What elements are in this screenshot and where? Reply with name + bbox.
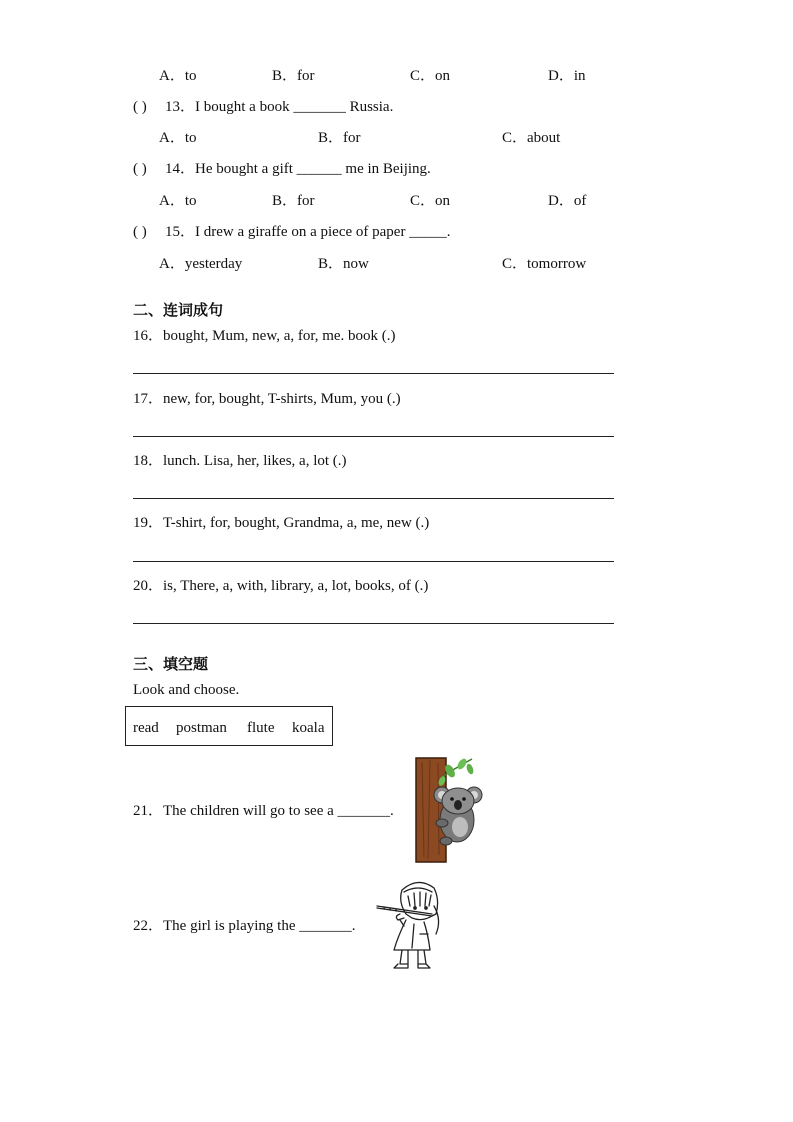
q14-option-b[interactable]: B．for (272, 193, 315, 209)
q12-option-c[interactable]: C．on (410, 68, 451, 84)
q13-option-c[interactable]: C．about (502, 130, 561, 146)
q17-prompt: 17．new, for, bought, T-shirts, Mum, you (.) (133, 391, 401, 407)
word-bank (125, 706, 333, 746)
q19-answer-line[interactable] (133, 561, 614, 562)
q12-option-d[interactable]: D．in (548, 68, 586, 84)
q13-option-a[interactable]: A．to (159, 130, 197, 146)
word-read: read (133, 720, 159, 736)
q13-option-b[interactable]: B．for (318, 130, 361, 146)
word-koala: koala (292, 720, 325, 736)
q15-option-a[interactable]: A．yesterday (159, 256, 243, 272)
q15-question: 15．I drew a giraffe on a piece of paper _____. (165, 224, 451, 240)
section-2-heading: 二、连词成句 (133, 301, 224, 319)
q13-answer-bracket[interactable]: ( ) (133, 99, 147, 115)
q20-answer-line[interactable] (133, 623, 614, 624)
q15-option-b[interactable]: B．now (318, 256, 369, 272)
koala-tree-picture (412, 757, 482, 863)
girl-flute-picture (374, 876, 446, 972)
q14-option-d[interactable]: D．of (548, 193, 587, 209)
q14-option-c[interactable]: C．on (410, 193, 451, 209)
q15-option-c[interactable]: C．tomorrow (502, 256, 587, 272)
q22-sentence: 22．The girl is playing the _______. (133, 918, 356, 934)
word-flute: flute (247, 720, 275, 736)
q20-prompt: 20．is, There, a, with, library, a, lot, books, of (.) (133, 578, 429, 594)
q16-prompt: 16．bought, Mum, new, a, for, me. book (.) (133, 328, 396, 344)
q18-answer-line[interactable] (133, 498, 614, 499)
q12-option-a[interactable]: A．to (159, 68, 197, 84)
q14-answer-bracket[interactable]: ( ) (133, 161, 147, 177)
q17-answer-line[interactable] (133, 436, 614, 437)
q15-answer-bracket[interactable]: ( ) (133, 224, 147, 240)
q21-sentence: 21．The children will go to see a _______. (133, 803, 394, 819)
q13-question: 13．I bought a book _______ Russia. (165, 99, 394, 115)
q19-prompt: 19．T-shirt, for, bought, Grandma, a, me, new (.) (133, 515, 430, 531)
q16-answer-line[interactable] (133, 373, 614, 374)
section-3-instruction: Look and choose. (133, 682, 240, 698)
q14-question: 14．He bought a gift ______ me in Beijing. (165, 161, 431, 177)
q18-prompt: 18．lunch. Lisa, her, likes, a, lot (.) (133, 453, 347, 469)
word-postman: postman (176, 720, 227, 736)
section-3-heading: 三、填空题 (133, 655, 209, 673)
q12-option-b[interactable]: B．for (272, 68, 315, 84)
q14-option-a[interactable]: A．to (159, 193, 197, 209)
